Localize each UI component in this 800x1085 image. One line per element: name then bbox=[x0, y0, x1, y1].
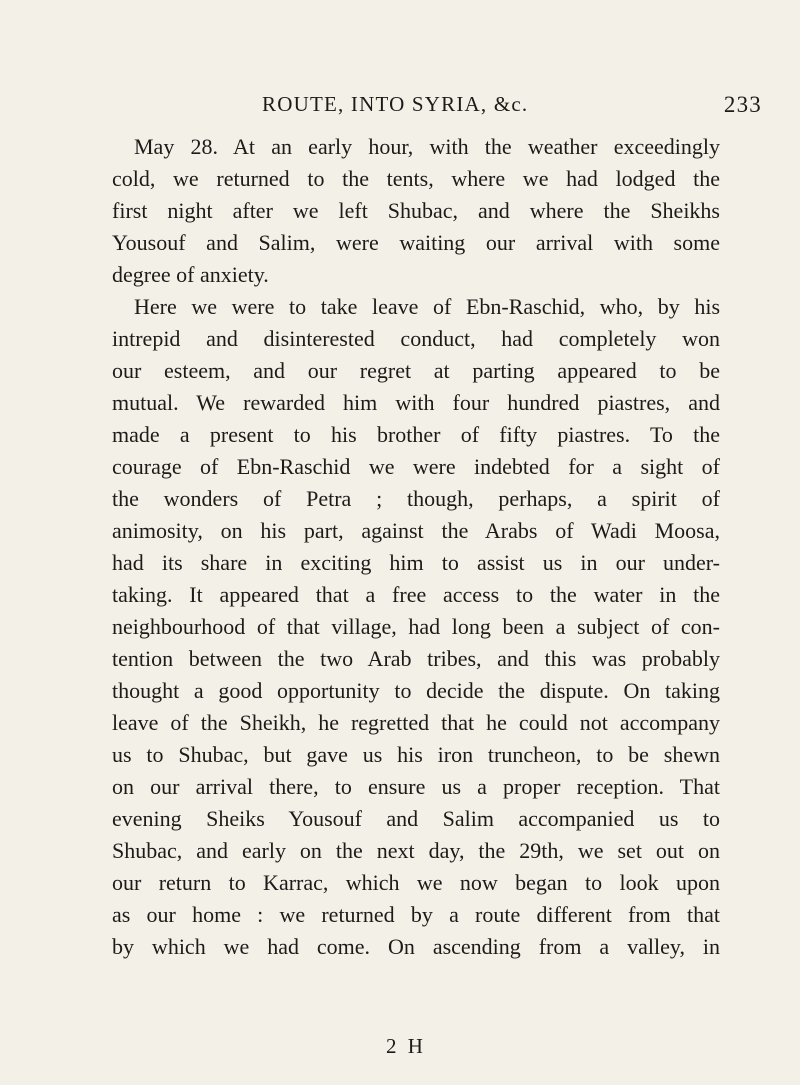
text-line: our esteem, and our regret at parting appeared to be bbox=[112, 358, 720, 383]
text-line: us to Shubac, but gave us his iron truncheon, to be shewn bbox=[112, 742, 720, 767]
text-line: Shubac, and early on the next day, the 29th, we set out on bbox=[112, 838, 720, 863]
text-line: the wonders of Petra ; though, perhaps, a spirit of bbox=[112, 486, 720, 511]
text-line: degree of anxiety. bbox=[112, 262, 269, 287]
text-line: made a present to his brother of fifty piastres. To the bbox=[112, 422, 720, 447]
running-title: ROUTE, INTO SYRIA, &c. bbox=[262, 92, 529, 116]
text-line: taking. It appeared that a free access to the water in the bbox=[112, 582, 720, 607]
signature-mark: 2 H bbox=[386, 1034, 426, 1058]
text-line: Here we were to take leave of Ebn-Raschid, who, by his bbox=[134, 294, 720, 319]
text-line: leave of the Sheikh, he regretted that he could not accompany bbox=[112, 710, 720, 735]
text-line: thought a good opportunity to decide the dispute. On taking bbox=[112, 678, 720, 703]
text-line: intrepid and disinterested conduct, had completely won bbox=[112, 326, 720, 351]
text-line: mutual. We rewarded him with four hundred piastres, and bbox=[112, 390, 720, 415]
text-line: tention between the two Arab tribes, and this was probably bbox=[112, 646, 720, 671]
text-line: had its share in exciting him to assist us in our under- bbox=[112, 550, 720, 575]
text-line: our return to Karrac, which we now began to look upon bbox=[112, 870, 720, 895]
text-line: neighbourhood of that village, had long been a subject of con- bbox=[112, 614, 720, 639]
text-line: animosity, on his part, against the Arabs of Wadi Moosa, bbox=[112, 518, 720, 543]
text-line: as our home : we returned by a route different from that bbox=[112, 902, 720, 927]
text-line: on our arrival there, to ensure us a proper reception. That bbox=[112, 774, 720, 799]
page-number: 233 bbox=[723, 92, 762, 117]
text-line: May 28. At an early hour, with the weather exceedingly bbox=[134, 134, 720, 159]
text-line: evening Sheiks Yousouf and Salim accompanied us to bbox=[112, 806, 720, 831]
text-line: Yousouf and Salim, were waiting our arrival with some bbox=[112, 230, 720, 255]
text-line: cold, we returned to the tents, where we had lodged the bbox=[112, 166, 720, 191]
text-line: first night after we left Shubac, and where the Sheikhs bbox=[112, 198, 720, 223]
text-line: courage of Ebn-Raschid we were indebted for a sight of bbox=[112, 454, 720, 479]
text-line: by which we had come. On ascending from a valley, in bbox=[112, 934, 720, 959]
